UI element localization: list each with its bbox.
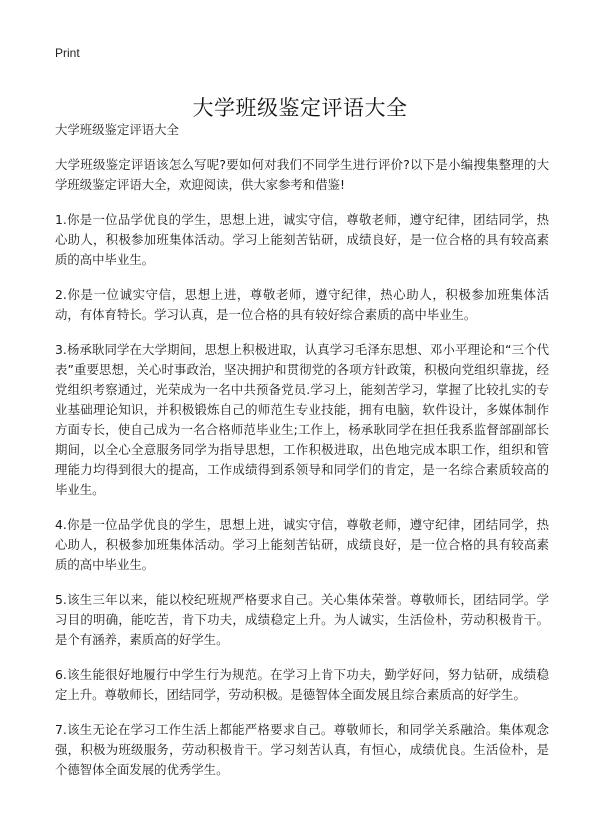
page-title: 大学班级鉴定评语大全	[192, 96, 408, 121]
comment-paragraph-2: 2.你是一位诚实守信，思想上进，尊敬老师，遵守纪律，热心助人，积极参加班集体活动，有体育特长。学习认真，是一位合格的具有较好综合素质的高中毕业生。	[55, 287, 549, 322]
document-subtitle: 大学班级鉴定评语大全	[55, 122, 179, 137]
comment-paragraph-4: 4.你是一位品学优良的学生，思想上进，诚实守信，尊敬老师，遵守纪律，团结同学，热心助人，积极参加班集体活动。学习上能刻苦钻研，成绩良好，是一位合格的具有较高素质的高中毕业生。	[55, 517, 549, 572]
comment-paragraph-5: 5.该生三年以来，能以校纪班规严格要求自己。关心集体荣誉。尊敬师长，团结同学。学习目的明确，能吃苦，肯下功夫，成绩稳定上升。为人诚实，生活俭朴，劳动积极肯干。是个有涵养，素质高的好学生。	[55, 592, 549, 647]
comment-paragraph-7: 7.该生无论在学习工作生活上都能严格要求自己。尊敬师长，和同学关系融洽。集体观念强，积极为班级服务，劳动积极肯干。学习刻苦认真，有恒心，成绩优良。生活俭朴，是个德智体全面发展的优秀学生。	[55, 722, 549, 777]
comment-paragraph-1: 1.你是一位品学优良的学生，思想上进，诚实守信，尊敬老师，遵守纪律，团结同学，热心助人，积极参加班集体活动。学习上能刻苦钻研，成绩良好，是一位合格的具有较高素质的高中毕业生。	[55, 212, 549, 267]
intro-paragraph: 大学班级鉴定评语该怎么写呢?要如何对我们不同学生进行评价?以下是小编搜集整理的大学班级鉴定评语大全，欢迎阅读，供大家参考和借鉴!	[55, 157, 549, 192]
document-body	[55, 120, 549, 795]
print-link[interactable]: Print	[55, 46, 80, 60]
comment-paragraph-6: 6.该生能很好地履行中学生行为规范。在学习上肯下功夫，勤学好问，努力钻研，成绩稳定上升。尊敬师长，团结同学，劳动积极。是德智体全面发展且综合素质高的好学生。	[55, 667, 549, 702]
comment-paragraph-3: 3.杨承耿同学在大学期间，思想上积极进取，认真学习毛泽东思想、邓小平理论和“三个代表”重要思想，关心时事政治，坚决拥护和贯彻党的各项方针政策，积极向党组织靠拢，经党组织考察通过，光荣成为一名中共预备党员.学习上，能刻苦学习，掌握了比较扎实的专业基础理论知识，并积极锻炼自己的师范生专业技能，拥有电脑，软件设计，多媒体制作方面专长，使自己成为一名合格师范毕业生;工作上，杨承耿同学在担任我系监督部副部长期间，以全心全意服务同学为指导思想，工作积极进取，出色地完成本职工作，组织和管理能力均得到很大的提高，工作成绩得到系领导和同学们的肯定，是一名综合素质较高的毕业生。	[55, 342, 549, 497]
